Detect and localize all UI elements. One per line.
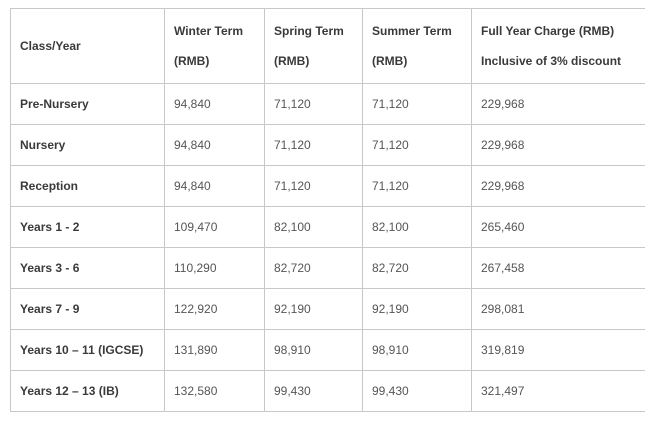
header-summer-term-unit: (RMB)	[372, 54, 408, 68]
header-summer-term-label: Summer Term	[372, 24, 452, 38]
spring-cell: 99,430	[265, 371, 363, 412]
header-spring-term	[265, 9, 363, 84]
full-year-cell: 321,497	[472, 371, 645, 412]
class-cell: Pre-Nursery	[11, 84, 165, 125]
header-class-year	[11, 9, 165, 84]
table-row	[11, 248, 645, 289]
class-cell: Years 10 – 11 (IGCSE)	[11, 330, 165, 371]
header-summer-term	[363, 9, 472, 84]
table-row	[11, 289, 645, 330]
spring-cell: 82,100	[265, 207, 363, 248]
header-winter-term-unit: (RMB)	[174, 54, 210, 68]
header-full-year	[472, 9, 645, 84]
table-row	[11, 207, 645, 248]
header-row	[11, 9, 645, 84]
header-spring-term-label: Spring Term	[274, 24, 344, 38]
winter-cell: 132,580	[165, 371, 265, 412]
table-row	[11, 166, 645, 207]
full-year-cell: 229,968	[472, 166, 645, 207]
header-spring-term-unit: (RMB)	[274, 54, 310, 68]
class-cell: Years 7 - 9	[11, 289, 165, 330]
class-cell: Years 1 - 2	[11, 207, 165, 248]
class-cell: Nursery	[11, 125, 165, 166]
header-winter-term-label: Winter Term	[174, 24, 244, 38]
spring-cell: 71,120	[265, 166, 363, 207]
summer-cell: 71,120	[363, 125, 472, 166]
table-row	[11, 125, 645, 166]
spring-cell: 71,120	[265, 84, 363, 125]
summer-cell: 92,190	[363, 289, 472, 330]
winter-cell: 122,920	[165, 289, 265, 330]
winter-cell: 131,890	[165, 330, 265, 371]
header-full-year-note: Inclusive of 3% discount	[481, 54, 622, 68]
full-year-cell: 265,460	[472, 207, 645, 248]
class-cell: Years 12 – 13 (IB)	[11, 371, 165, 412]
class-cell: Years 3 - 6	[11, 248, 165, 289]
winter-cell: 94,840	[165, 166, 265, 207]
full-year-cell: 267,458	[472, 248, 645, 289]
header-class-year-label: Class/Year	[20, 39, 81, 53]
winter-cell: 94,840	[165, 125, 265, 166]
table-row	[11, 330, 645, 371]
fee-table	[10, 8, 645, 412]
summer-cell: 82,720	[363, 248, 472, 289]
table-row	[11, 84, 645, 125]
winter-cell: 109,470	[165, 207, 265, 248]
spring-cell: 98,910	[265, 330, 363, 371]
full-year-cell: 229,968	[472, 125, 645, 166]
table-row	[11, 371, 645, 412]
spring-cell: 82,720	[265, 248, 363, 289]
full-year-cell: 229,968	[472, 84, 645, 125]
full-year-cell: 298,081	[472, 289, 645, 330]
full-year-cell: 319,819	[472, 330, 645, 371]
winter-cell: 94,840	[165, 84, 265, 125]
winter-cell: 110,290	[165, 248, 265, 289]
header-full-year-label: Full Year Charge (RMB)	[481, 24, 615, 38]
summer-cell: 99,430	[363, 371, 472, 412]
class-cell: Reception	[11, 166, 165, 207]
spring-cell: 92,190	[265, 289, 363, 330]
summer-cell: 71,120	[363, 166, 472, 207]
summer-cell: 71,120	[363, 84, 472, 125]
summer-cell: 98,910	[363, 330, 472, 371]
spring-cell: 71,120	[265, 125, 363, 166]
summer-cell: 82,100	[363, 207, 472, 248]
header-winter-term	[165, 9, 265, 84]
